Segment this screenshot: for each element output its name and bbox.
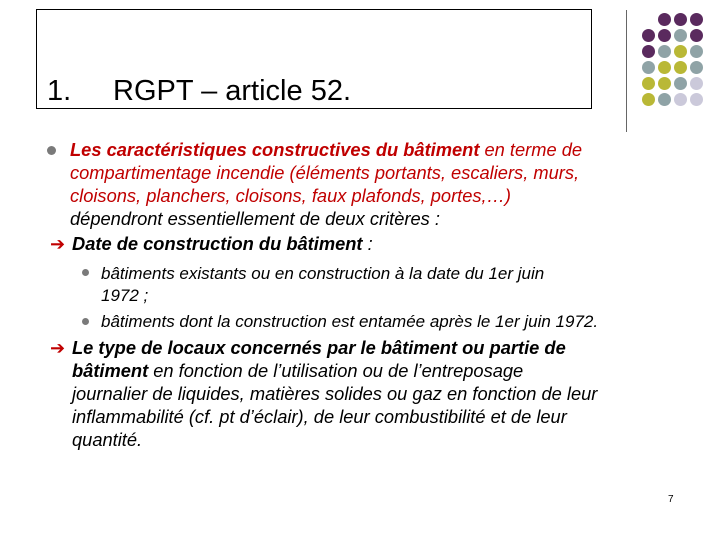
title-number: 1. — [47, 75, 72, 107]
sub-item-1-line-2: 1972 ; — [101, 286, 149, 305]
paragraph-1-line-1 — [70, 139, 582, 161]
criterion-1 — [72, 233, 373, 255]
criterion-2-line-1: Le type de locaux concernés par le bâtiment ou partie de — [72, 337, 566, 358]
criterion-2-line-3: journalier de liquides, matières solides ou gaz en fonction de leur — [72, 383, 598, 404]
criterion-2-emphasis: bâtiment — [72, 360, 149, 381]
criterion-2-line-2-rest: en fonction de l’utilisation ou de l’entreposage — [148, 360, 524, 381]
criterion-2-line-4: inflammabilité (cf. pt d’éclair), de leur combustibilité et de leur — [72, 406, 567, 427]
sub-item-1-line-1: bâtiments existants ou en construction à la date du 1er juin — [101, 264, 545, 283]
slide-title: RGPT – article 52. — [113, 75, 352, 107]
sub-bullet-icon — [82, 318, 89, 325]
arrow-right-icon: ➔ — [50, 338, 66, 358]
page-number: 7 — [668, 494, 674, 505]
criterion-2-line-5: quantité. — [72, 429, 143, 450]
paragraph-1-line-4: dépendront essentiellement de deux critères : — [70, 208, 440, 229]
sub-bullet-icon — [82, 269, 89, 276]
paragraph-1-emphasis: Les caractéristiques constructives du bâtiment — [70, 139, 480, 160]
criterion-2-line-2 — [72, 360, 523, 382]
arrow-right-icon: ➔ — [50, 234, 66, 254]
criterion-1-title: Date de construction du bâtiment — [72, 233, 363, 254]
paragraph-1-line-3: cloisons, planchers, cloisons, faux plafonds, portes,…) — [70, 185, 511, 206]
criterion-1-colon: : — [362, 233, 373, 254]
paragraph-1-line-1-rest: en terme de — [479, 139, 583, 160]
paragraph-1-line-2: compartimentage incendie (éléments portants, escaliers, murs, — [70, 162, 580, 183]
bullet-icon — [47, 146, 56, 155]
sub-item-2: bâtiments dont la construction est entamée après le 1er juin 1972. — [101, 312, 599, 331]
